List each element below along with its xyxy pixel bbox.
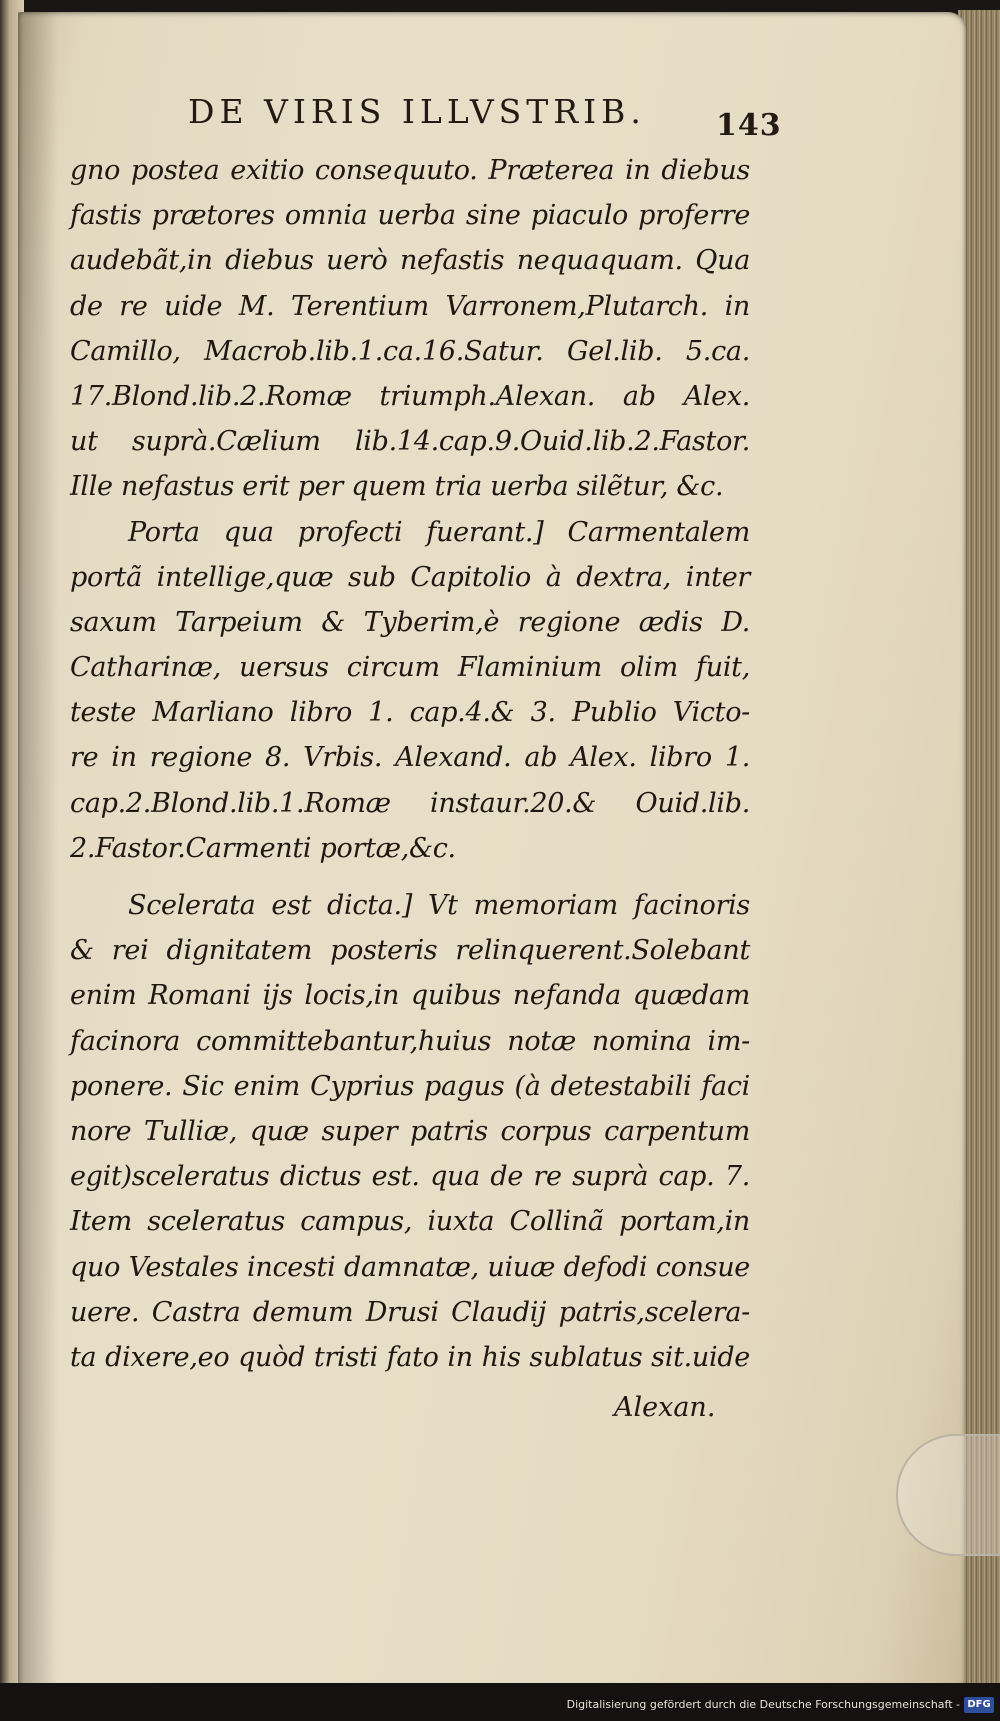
text-line: egit)sceleratus dictus est. qua de re suprà cap. 7. bbox=[70, 1161, 750, 1193]
running-head: DE VIRIS ILLVSTRIB. bbox=[188, 92, 646, 131]
text-line: & rei dignitatem posteris relinquerent.Solebant bbox=[70, 935, 750, 967]
text-line: Catharinæ, uersus circum Flaminium olim fuit, bbox=[70, 652, 750, 684]
gutter-shadow bbox=[18, 12, 58, 1688]
text-line: 2.Fastor.Carmenti portæ,&c. bbox=[70, 832, 456, 864]
text-line: facinora committebantur,huius notæ nomina im- bbox=[70, 1025, 750, 1057]
text-line: uere. Castra demum Drusi Claudij patris,scelera- bbox=[70, 1296, 750, 1328]
text-line: quo Vestales incesti damnatæ, uiuæ defodi consue bbox=[70, 1251, 750, 1283]
text-line: Porta qua profecti fuerant.] Carmentalem bbox=[128, 516, 750, 548]
page-number: 143 bbox=[716, 108, 782, 143]
text-line: enim Romani ijs locis,in quibus nefanda quædam bbox=[70, 980, 750, 1012]
text-line: gno postea exitio consequuto. Præterea in diebus bbox=[70, 155, 750, 186]
text-line: cap.2.Blond.lib.1.Romæ instaur.20.& Ouid.lib. bbox=[70, 787, 750, 819]
text-line: Camillo, Macrob.lib.1.ca.16.Satur. Gel.lib. 5.ca. bbox=[70, 335, 750, 367]
text-line: Ille nefastus erit per quem tria uerba silẽtur, &c. bbox=[70, 471, 724, 503]
text-line: Item sceleratus campus, iuxta Collinã portam,in bbox=[70, 1206, 750, 1238]
text-line: de re uide M. Terentium Varronem,Plutarch. in bbox=[70, 290, 750, 322]
text-line: Scelerata est dicta.] Vt memoriam facinoris bbox=[128, 890, 750, 921]
body-text bbox=[70, 148, 750, 1380]
text-line: nore Tulliæ, quæ super patris corpus carpentum bbox=[70, 1115, 750, 1147]
text-line: 17.Blond.lib.2.Romæ triumph.Alexan. ab Alex. bbox=[70, 380, 750, 412]
dfg-logo: DFG bbox=[964, 1697, 994, 1713]
text-line: fastis prætores omnia uerba sine piaculo proferre bbox=[70, 200, 750, 232]
text-line: ut suprà.Cælium lib.14.cap.9.Ouid.lib.2.Fastor. bbox=[70, 426, 750, 458]
text-line: ta dixere,eo quòd tristi fato in his sublatus sit.uide bbox=[70, 1341, 750, 1373]
text-line: re in regione 8. Vrbis. Alexand. ab Alex. libro 1. bbox=[70, 742, 750, 774]
digitization-credit: Digitalisierung gefördert durch die Deutsche Forschungsgemeinschaft - bbox=[566, 1698, 960, 1711]
text-line: teste Marliano libro 1. cap.4.& 3. Publio Victo- bbox=[70, 697, 750, 729]
catchword: Alexan. bbox=[614, 1392, 716, 1423]
text-line: ponere. Sic enim Cyprius pagus (à detestabili faci bbox=[70, 1070, 750, 1102]
text-line: portã intellige,quæ sub Capitolio à dextra, inter bbox=[70, 561, 750, 593]
text-line: saxum Tarpeium & Tyberim,è regione ædis D. bbox=[70, 606, 750, 638]
text-line: audebãt,in diebus uerò nefastis nequaquam. Qua bbox=[70, 245, 750, 277]
